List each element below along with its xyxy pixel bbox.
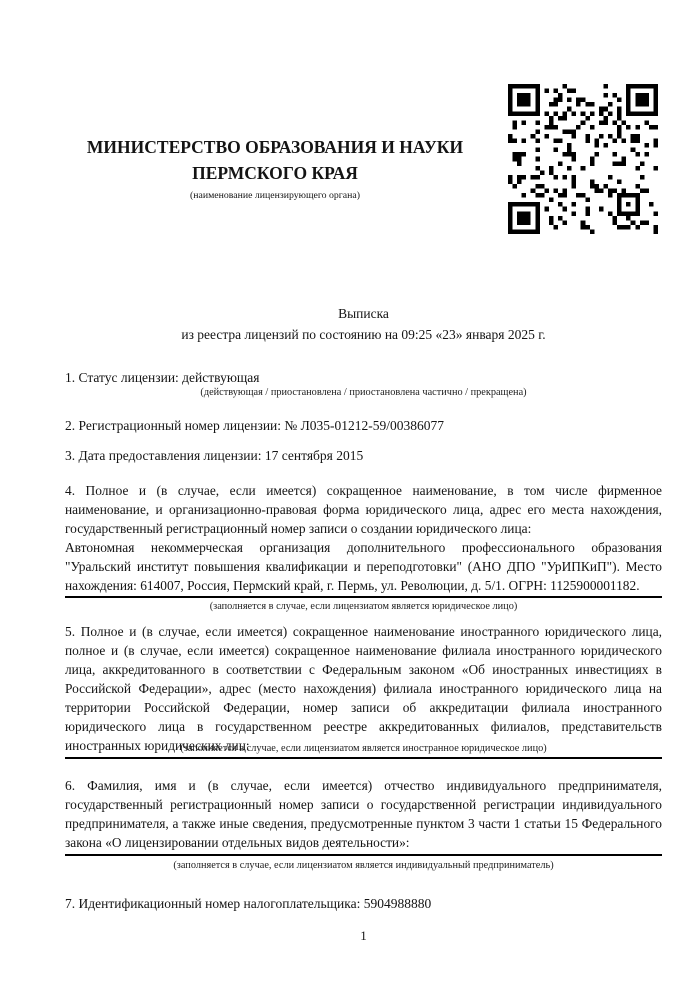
licensing-authority-caption: (наименование лицензирующего органа) bbox=[189, 190, 360, 201]
item-7-taxpayer-id: 7. Идентификационный номер налогоплательщика: 5904988880 bbox=[65, 896, 432, 911]
item-5-caption: (заполняется в случае, если лицензиатом является иностранное юридическое лицо) bbox=[180, 743, 547, 754]
qr-code-icon bbox=[508, 84, 658, 234]
document-title-line1: Выписка bbox=[338, 306, 389, 321]
item-3-license-grant-date: 3. Дата предоставления лицензии: 17 сентября 2015 bbox=[65, 448, 364, 463]
item-1-caption: (действующая / приостановлена / приостановлена частично / прекращена) bbox=[200, 387, 527, 398]
item-5-foreign-legal-entity bbox=[65, 622, 662, 759]
licensing-authority-name bbox=[65, 134, 485, 186]
item-6-label: 6. Фамилия, имя и (в случае, если имеется) отчество индивидуального предпринимателя, государственный регистрационный номер записи о государственной регистрации индивидуального предпринимателя, а также иные сведения, предусмотренные пунктом 3 части 1 статьи 15 Федерального закона «О лицензировании отдельных видов деятельности»: bbox=[65, 778, 662, 850]
item-5-blank-answer-line bbox=[65, 755, 662, 759]
item-4-legal-entity bbox=[65, 481, 662, 598]
item-6-blank-answer-line bbox=[65, 852, 662, 856]
item-6-caption: (заполняется в случае, если лицензиатом является индивидуальный предприниматель) bbox=[173, 860, 554, 871]
item-6-individual-entrepreneur bbox=[65, 776, 662, 856]
document-title-line2: из реестра лицензий по состоянию на 09:25 «23» января 2025 г. bbox=[181, 327, 546, 342]
item-5-label: 5. Полное и (в случае, если имеется) сокращенное наименование иностранного юридического лица, полное и (в случае, если имеется) сокращенное наименование филиала иностранного юридического лица, аккредитованного в соответствии с Федеральным законом «Об иностранных инвестициях в Российской Федерации», адрес (место нахождения) филиала иностранного юридического лица на территории Российской Федерации, номер записи об аккредитации филиала иностранного юридического лица в государственном реестре аккредитованных филиалов, представительств иностранных юридических лиц: bbox=[65, 624, 662, 753]
item-1-license-status: 1. Статус лицензии: действующая bbox=[65, 370, 260, 385]
ministry-name-line2: ПЕРМСКОГО КРАЯ bbox=[192, 163, 358, 183]
item-4-label: 4. Полное и (в случае, если имеется) сокращенное наименование, в том числе фирменное наименование, и организационно-правовая форма юридического лица, адрес его места нахождения, государственный регистрационный номер записи о создании юридического лица: bbox=[65, 483, 662, 536]
ministry-name-line1: МИНИСТЕРСТВО ОБРАЗОВАНИЯ И НАУКИ bbox=[86, 137, 464, 157]
item-4-caption: (заполняется в случае, если лицензиатом является юридическое лицо) bbox=[209, 601, 518, 612]
item-4-value: Автономная некоммерческая организация дополнительного профессионального образования "Уральский институт повышения квалификации и переподготовки" (АНО ДПО "УрИПКиП"). Место нахождения: 614007, Россия, Пермский край, г. Пермь, ул. Революции, д. 5/1. ОГРН: 1125900001182. bbox=[65, 538, 662, 598]
item-2-registration-number: 2. Регистрационный номер лицензии: № Л035-01212-59/00386077 bbox=[65, 418, 445, 433]
page-number: 1 bbox=[360, 928, 367, 943]
document-title bbox=[65, 303, 662, 345]
